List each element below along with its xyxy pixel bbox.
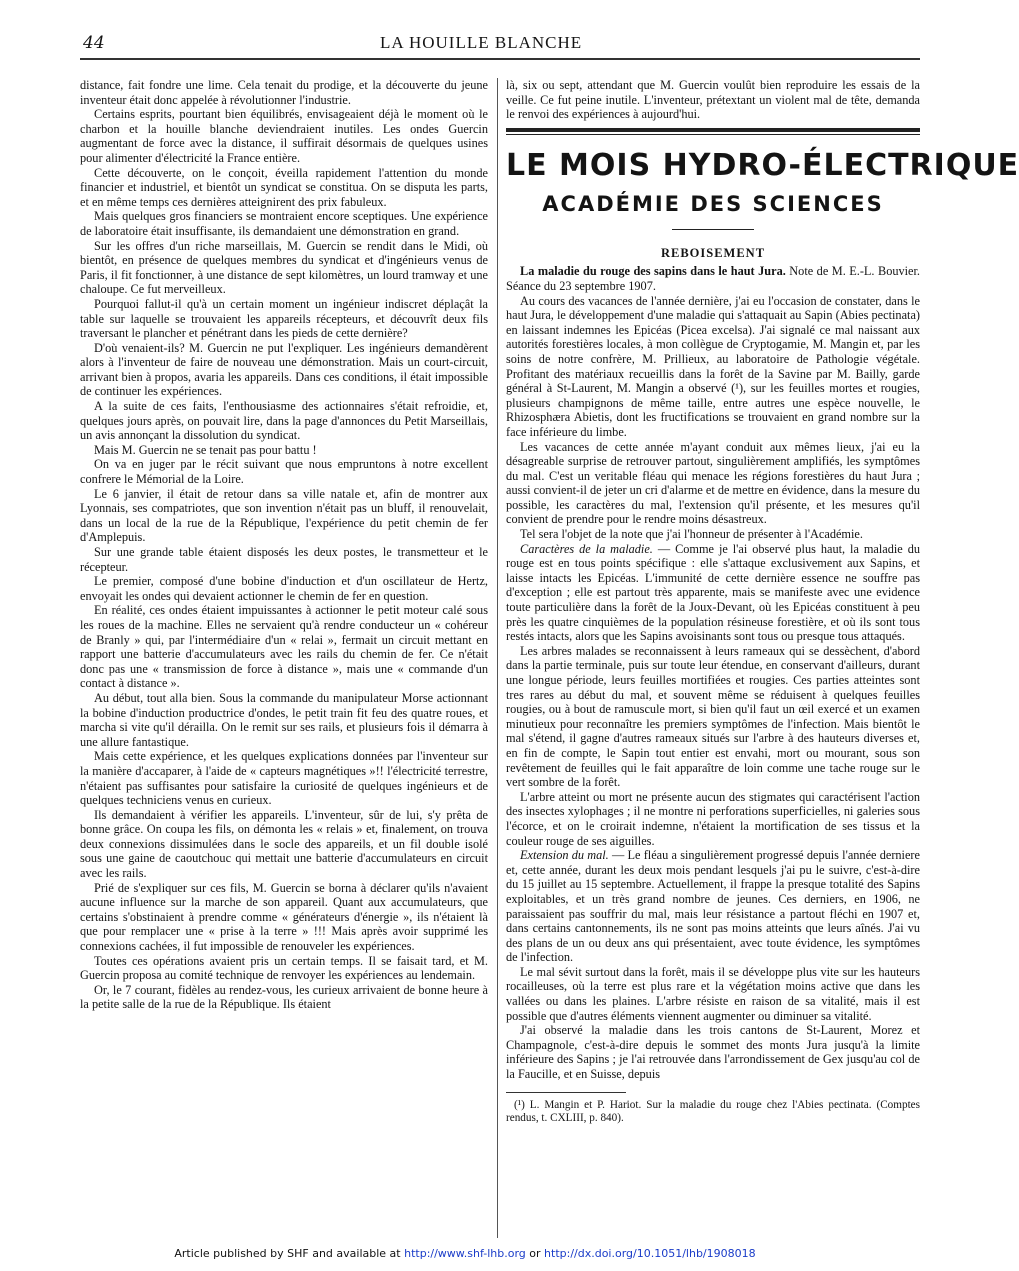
paragraph: Toutes ces opérations avaient pris un certain temps. Il se faisait tard, et M. Guercin proposa au comité technique de renvoyer les expériences au lendemain. bbox=[80, 953, 488, 983]
article-title-rest: Note de M. E.-L. Bouvier. Séance du 23 septembre 1907. bbox=[506, 264, 920, 293]
paragraph: Au cours des vacances de l'année dernière, j'ai eu l'occasion de constater, dans le haut Jura, le développement d'une maladie qui s'attaquait au Sapin (Abies pectinata) en laissant indemnes les Epicéas (Picea excelsa). J'ai signalé ce mal naissant aux autorités forestières locales, à mon collègue de Cryptogamie, M. Mangin et, par les soins de notre confrère, M. Prillieux, au laboratoire de Pathologie végétale. Profitant des matériaux recueillis dans la forêt de la Savine par M. Bailly, garde général à St-Laurent, M. Mangin a observé (¹), sur les feuilles mortes et rougies, plusieurs champignons de même taille, entre autres une espèce nouvelle, le Rhizosphæra Abietis, dont les fructifications se trouvaient en grand nombre sur la face inférieure du limbe. bbox=[506, 293, 920, 439]
paragraph-text: — Comme je l'ai observé plus haut, la maladie du rouge est en tous points spécifique : elle s'attaque exclusivement aux Sapins, et laisse intacts les Epicéas. L'immunité de cette dernière essence ne souffre pas d'exception ; elle est partout très apparente, mais se manifeste avec une evidence toute particulière dans la forêt de la Joux-Devant, où les Epicéas constituent à peu près les quatre cinquièmes de la population résineuse forestière, et où ils sont tous restés intacts, alors que les Sapins avoisinants sont tous ou presque tous attaqués. bbox=[506, 541, 921, 644]
section-heading-academie: ACADÉMIE DES SCIENCES bbox=[542, 191, 884, 216]
paragraph: Mais quelques gros financiers se montraient encore sceptiques. Une expérience de laboratoire était insuffisante, ils demandaient une démonstration en grand. bbox=[80, 209, 488, 238]
article-title-bold: La maladie du rouge des sapins dans le haut Jura. bbox=[520, 264, 786, 279]
paragraph: là, six ou sept, attendant que M. Guercin voulût bien reproduire les essais de la veille. Ce fut peine inutile. L'inventeur, prétextant un violent mal de tête, demanda le renvoi des expériences à aujourd'hui. bbox=[506, 78, 920, 122]
paragraph: distance, fait fondre une lime. Cela tenait du prodige, et la découverte du jeune inventeur était donc appelée à révolutionner l'industrie. bbox=[80, 78, 488, 107]
section-rule-thick bbox=[506, 128, 920, 132]
left-column bbox=[80, 78, 488, 1012]
section-rule-thin bbox=[506, 134, 920, 135]
footnote-rule bbox=[506, 1092, 626, 1093]
paragraph-text: — Le fléau a singulièrement progressé depuis l'année derniere et, cette année, durant les deux mois pendant lesquels j'ai pu le suivre, c'est-à-dire du 15 juillet au 15 septembre. Actuellement, il frappe la presque totalité des Sapins exploitables, et un très grand nombre de jeunes. Ces derniers, en 1906, ne paraissaient pas souffrir du mal, mais leur résistance a partout fléchi en 1907 et, dans certains cantonnements, ils ne sont pas moins atteints que leurs aînés. J'ai vu des plans de un ou deux ans qui présentaient, avec toute évidence, les symptômes de l'infection. bbox=[506, 848, 920, 965]
footer-prefix: Article published by SHF and available at bbox=[174, 1247, 405, 1260]
paragraph: Les arbres malades se reconnaissent à leurs rameaux qui se dessèchent, d'abord dans la partie terminale, puis sur toute leur étendue, en conservant d'ailleurs, durant une longue période, leurs feuilles mortifiées et rougies. Ces parties atteintes sont tres rares au début du mal, et souvent même se réduisent à quelques feuilles rougies, ou à bout de ramuscule mort, si bien qu'il faut un œil exercé et un examen minutieux pour reconnaître les premiers symptômes de l'infection. Mais bientôt le mal s'étend, il gagne d'autres rameaux situés sur l'arbre à des hauteurs diverses et, en fin de compte, le Sapin tout entier est envahi, mort ou mourant, sous son revêtement de feuilles qui le fait apparaître de loin comme une tache rouge sur le vert sombre de la forêt. bbox=[506, 643, 920, 790]
running-title: LA HOUILLE BLANCHE bbox=[380, 33, 583, 52]
paragraph: En réalité, ces ondes étaient impuissantes à actionner le petit moteur calé sous les roues de la machine. Elles ne servaient qu'à rendre conducteur un « cohéreur de Branly » qui, par l'intermédiaire d'un « relai », fermait un circuit mettant en rapport une batterie d'accumulateurs avec les rails du chemin de fer. Ce n'était donc pas une « transmission de force à distance », mais une « commande d'un contact à distance ». bbox=[80, 603, 488, 691]
paragraph: Or, le 7 courant, fidèles au rendez-vous, les curieux arrivaient de bonne heure à la petite salle de la rue de la République. Ils étaient bbox=[80, 982, 488, 1012]
paragraph: J'ai observé la maladie dans les trois cantons de St-Laurent, Morez et Champagnole, c'est-à-dire depuis le sommet des monts Jura jusqu'à la limite inférieure des Sapins ; je l'ai retrouvée dans l'arrondissement de Gex jusqu'au col de la Faucille, et en Suisse, depuis bbox=[506, 1023, 920, 1082]
short-rule bbox=[672, 229, 754, 230]
paragraph: Sur les offres d'un riche marseillais, M. Guercin se rendit dans le Midi, où bientôt, en présence de quelques membres du syndicat et d'ingénieurs venus de Paris, il fit fonctionner, à une distance de sept kilomètres, un lourd tramway et une chaloupe. Ce fut merveilleux. bbox=[80, 238, 488, 297]
paragraph bbox=[506, 848, 920, 965]
paragraph: Ils demandaient à vérifier les appareils. L'inventeur, sûr de lui, s'y prêta de bonne grâce. On coupa les fils, on démonta les « relais » et, finalement, on trouva deux connexions dissimulées dans le socle des appareils, et un fil double isolé sous une gaine de caoutchouc qui mettait une batterie d'accumulateurs en circuit avec les rails. bbox=[80, 807, 488, 881]
paragraph: Le mal sévit surtout dans la forêt, mais il se développe plus vite sur les hauteurs rocailleuses, où la terre est plus rare et la végétation moins active que dans les vallées ou dans les plaines. L'arbre résiste en raison de sa vitalité, mais il est possible que d'autres éléments viennent augmenter ou diminuer sa vitalité. bbox=[506, 964, 920, 1023]
footer bbox=[0, 1247, 930, 1260]
paragraph: Prié de s'expliquer sur ces fils, M. Guercin se borna à déclarer qu'ils n'avaient aucune influence sur la marche de son appareil. Quant aux accumulateurs, que certains s'obstinaient à prendre comme « générateurs d'énergie », ils n'étaient là que pour remplacer une « prise à la terre » !!! Mais après avoir supprimé les connexions cachées, il fut impossible de renouveler les expériences. bbox=[80, 880, 488, 954]
paragraph: Le 6 janvier, il était de retour dans sa ville natale et, afin de montrer aux Lyonnais, ses compatriotes, que son invention n'était pas un bluff, il renouvelait, dans un local de la rue de la République, l'expérience du petit chemin de fer d'Amplepuis. bbox=[80, 486, 488, 545]
paragraph: D'où venaient-ils? M. Guercin ne put l'expliquer. Les ingénieurs demandèrent alors à l'inventeur de faire de nouveau une démonstration. Mais un court-circuit, arrivant bien à propos, avaria les appareils. Dans ces conditions, il était impossible de continuer les expériences. bbox=[80, 340, 488, 399]
footnote: (¹) L. Mangin et P. Hariot. Sur la maladie du rouge chez l'Abies pectinata. (Comptes rendus, t. CXLIII, p. 840). bbox=[506, 1098, 920, 1125]
paragraph bbox=[506, 542, 920, 644]
paragraph: Mais cette expérience, et les quelques explications données par l'inventeur sur la manière d'accaparer, à l'aide de « capteurs magnétiques »!! l'électricité terrestre, n'étaient pas suffisantes pour satisfaire la curiosité de quelques ingénieurs et de quelques techniciens venus en curieux. bbox=[80, 749, 488, 808]
footer-link-shf[interactable]: http://www.shf-lhb.org bbox=[404, 1247, 526, 1260]
extension-heading: Extension du mal. bbox=[520, 848, 609, 863]
paragraph: Pourquoi fallut-il qu'à un certain moment un ingénieur indiscret déplaçât la table sur laquelle se trouvaient les appareils récepteurs, et découvrît deux fils traversant le plancher et pénétrant dans les pieds de cette dernière? bbox=[80, 296, 488, 341]
subsection-title: REBOISEMENT bbox=[660, 245, 766, 260]
paragraph: Mais M. Guercin ne se tenait pas pour battu ! bbox=[94, 442, 317, 457]
paragraph: Les vacances de cette année m'ayant conduit aux mêmes lieux, j'ai eu la désagreable surprise de retrouver partout, singulièrement amplifiés, les symptômes du mal. C'est un veritable fléau qui menace les régions forestières du haut Jura ; aussi convient-il de jeter un cri d'alarme et de mettre en évidence, dans la mesure du possible, les caractères du mal, l'extension qu'il présente, et les mesures qu'il convient de prendre pour le rendre moins désastreux. bbox=[506, 439, 920, 527]
footer-link-doi[interactable]: http://dx.doi.org/10.1051/lhb/1908018 bbox=[544, 1247, 756, 1260]
paragraph: A la suite de ces faits, l'enthousiasme des actionnaires s'était refroidie, et, quelques jours après, on pouvait lire, dans la page d'annonces du Petit Marseillais, un avis annonçant la dissolution du syndicat. bbox=[80, 399, 488, 443]
paragraph: Cette découverte, on le conçoit, éveilla rapidement l'attention du monde financier et industriel, et bientôt un syndicat se constitua. On se disputa les parts, et en même temps ces dernières atteignirent des prix fabuleux. bbox=[80, 165, 488, 209]
paragraph: L'arbre atteint ou mort ne présente aucun des stigmates qui caractérisent l'action des insectes xylophages ; il ne montre ni perforations superficielles, ni galeries sous l'écorce, et on le croirait indemne, n'étaient la mortification de ses tissus et la couleur rouge de ses aiguilles. bbox=[506, 789, 920, 848]
paragraph: On va en juger par le récit suivant que nous empruntons à notre excellent confrere le Mémorial de la Loire. bbox=[80, 457, 488, 487]
paragraph: Au début, tout alla bien. Sous la commande du manipulateur Morse actionnant la bobine d'induction productrice d'ondes, le petit train fit feu des quatre roues, et marcha si vite qu'il dérailla. On le remit sur ses rails, et plusieurs fois il démarra à une allure fantastique. bbox=[80, 690, 488, 749]
header-rule bbox=[80, 58, 920, 60]
column-divider bbox=[497, 78, 498, 1238]
footer-middle: or bbox=[525, 1247, 545, 1260]
article-title bbox=[506, 264, 920, 293]
caracteres-heading: Caractères de la maladie. bbox=[520, 541, 653, 556]
paragraph: Certains esprits, pourtant bien équilibrés, envisageaient déjà le moment où le charbon et la houille blanche deviendraient inutiles. Les ondes Guercin augmentant de force avec la distance, il suffirait désormais de quelques usines pour alimenter d'électricité la France entière. bbox=[80, 107, 488, 165]
paragraph: Sur une grande table étaient disposés les deux postes, le transmetteur et le récepteur. bbox=[80, 545, 488, 574]
paragraph: Tel sera l'objet de la note que j'ai l'honneur de présenter à l'Académie. bbox=[520, 527, 863, 542]
section-heading-hydro: LE MOIS HYDRO-ÉLECTRIQUE bbox=[506, 147, 1019, 183]
page-number: 44 bbox=[83, 33, 105, 53]
right-column bbox=[506, 78, 1019, 1126]
paragraph: Le premier, composé d'une bobine d'induction et d'un oscillateur de Hertz, envoyait les ondes qui devaient actionner le chemin de fer en question. bbox=[80, 574, 488, 603]
